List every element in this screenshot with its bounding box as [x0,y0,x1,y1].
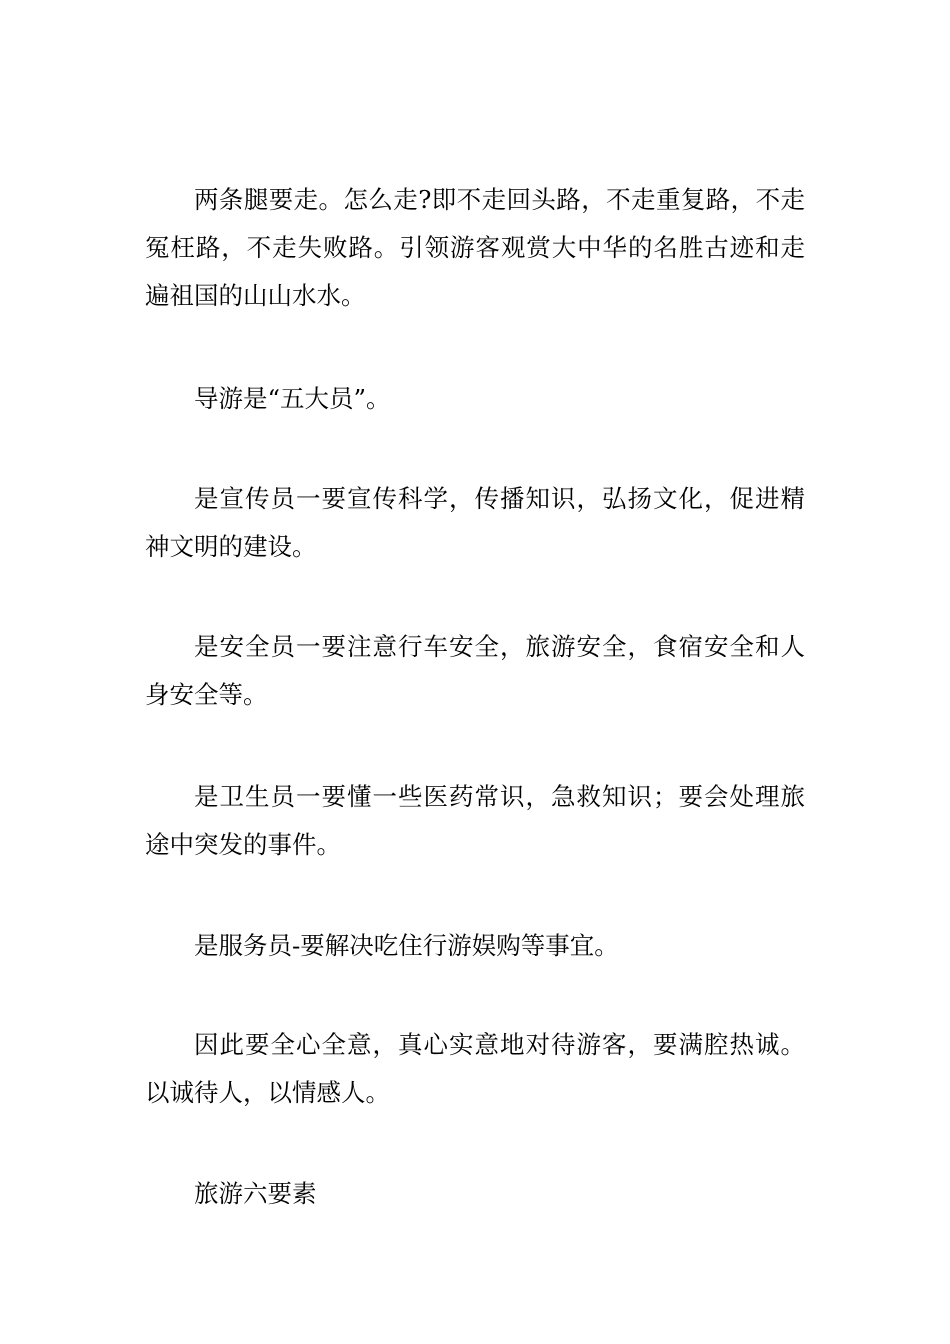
paragraph-health-officer: 是卫生员一要懂一些医药常识，急救知识；要会处理旅途中突发的事件。 [145,782,805,859]
paragraph-publicist: 是宣传员一要宣传科学，传播知识，弘扬文化，促进精神文明的建设。 [145,484,805,561]
paragraph-two-legs: 两条腿要走。怎么走?即不走回头路，不走重复路，不走冤枉路，不走失败路。引领游客观赏大中华的名胜古迹和走遍祖国的山山水水。 [145,185,805,310]
paragraph-safety-officer: 是安全员一要注意行车安全，旅游安全，食宿安全和人身安全等。 [145,632,805,709]
paragraph-wholehearted: 因此要全心全意，真心实意地对待游客，要满腔热诚。以诚待人，以情感人。 [145,1030,805,1107]
paragraph-five-roles: 导游是“五大员”。 [194,384,391,413]
paragraph-service-officer: 是服务员-要解决吃住行游娱购等事宜。 [194,931,619,960]
section-heading-six-elements: 旅游六要素 [194,1179,317,1208]
